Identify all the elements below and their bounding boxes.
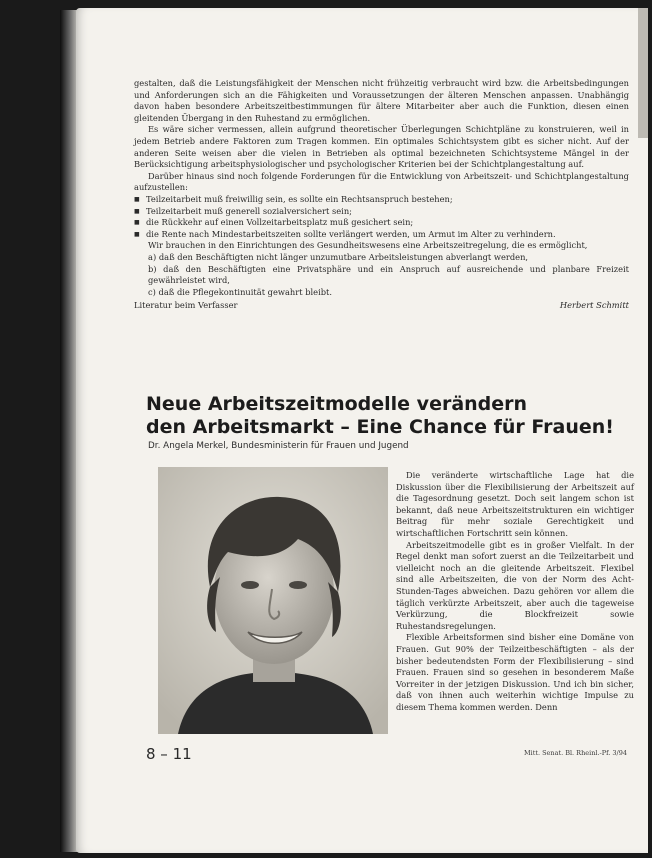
- page-number: 8 – 11: [146, 745, 192, 763]
- paragraph: Flexible Arbeitsformen sind bisher eine Domäne von Frauen. Gut 90% der Teilzeitbeschäftigten – als der bisher bedeutendsten Form der Flexibilisierung – sind Frauen. Frauen sind so gesehen in besonderem Maße Vorreiter in der jetzigen Diskussion. Und ich bin sicher, daß von ihnen auch weiterhin wichtige Impulse zu diesem Thema kommen werden. Denn: [396, 632, 634, 712]
- sub-item: b) daß den Beschäftigten eine Privatsphäre und ein Anspruch auf ausreichende und planbare Freizeit gewährleistet wird,: [148, 263, 629, 286]
- paragraph: Darüber hinaus sind noch folgende Forderungen für die Entwicklung von Arbeitszeit- und Schichtplangestaltung aufzustellen:: [134, 170, 629, 193]
- list-item: ■ die Rückkehr auf einen Vollzeitarbeitsplatz muß gesichert sein;: [134, 217, 629, 229]
- byline: Dr. Angela Merkel, Bundesministerin für Frauen und Jugend: [148, 441, 409, 451]
- paragraph: gestalten, daß die Leistungsfähigkeit der Menschen nicht frühzeitig verbraucht wird bzw. die Arbeitsbedingungen und Anforderungen sich an die Fähigkeiten und Voraussetzungen der älteren Menschen anpassen. Unabhängig davon haben besondere Arbeitszeitbestimmungen für ältere Mitarbeiter aber auch die Funktion, diesen einen gleitenden Übergang in den Ruhestand zu ermöglichen.: [134, 78, 629, 123]
- signature-row: [134, 300, 629, 312]
- paragraph: Es wäre sicher vermessen, allein aufgrund theoretischer Überlegungen Schichtpläne zu konstruieren, weil in jedem Betrieb andere Faktoren zum Tragen kommen. Ein optimales Schichtsystem gibt es sicher nicht. Auf der anderen Seite weisen aber die vielen in Betrieben als optimal bezeichneten Schichtsysteme Mängel in der Berücksichtigung arbeitsphysiologischer und psychologischer Kriterien bei der Schichtplangestaltung auf.: [134, 124, 629, 170]
- intro-line: Wir brauchen in den Einrichtungen des Gesundheitswesens eine Arbeitszeitregelung, die es ermöglicht,: [148, 240, 588, 251]
- journal-reference: Mitt. Senat. Bl. Rheinl.-Pf. 3/94: [524, 749, 627, 757]
- article-headline: [146, 393, 626, 439]
- page-corner-shadow: [638, 8, 648, 138]
- previous-article-continuation: [134, 78, 629, 312]
- list-item: ■ Teilzeitarbeit muß generell sozialversichert sein;: [134, 206, 629, 218]
- sub-item: a) daß den Beschäftigten nicht länger unzumutbare Arbeitsleistungen abverlangt werden,: [148, 251, 529, 262]
- demands-list: [134, 194, 629, 240]
- paragraph: Arbeitszeitmodelle gibt es in großer Vielfalt. In der Regel denkt man sofort zuerst an die Teilzeitarbeit und vielleicht noch an die gleitende Arbeitszeit. Flexibel sind alle Arbeitszeiten, die von der Norm des Acht-Stunden-Tages abweichen. Dazu gehören vor allem die täglich verkürzte Arbeitszeit, aber auch die tageweise Verkürzung, die Blockfreizeit sowie Ruhestandsregelungen.: [396, 539, 634, 631]
- list-item: ■ die Rente nach Mindestarbeitszeiten sollte verlängert werden, um Armut im Alter zu verhindern.: [134, 229, 629, 241]
- list-item: ■ Teilzeitarbeit muß freiwillig sein, es sollte ein Rechtsanspruch bestehen;: [134, 194, 629, 206]
- paragraph: Die veränderte wirtschaftliche Lage hat die Diskussion über die Flexibilisierung der Arbeitszeit auf die Tagesordnung gesetzt. Doch seit langem schon ist bekannt, daß neue Arbeitszeitstrukturen ein wichtiger Beitrag für mehr soziale Gerechtigkeit und wirtschaftlichen Fortschritt sein können.: [396, 470, 634, 538]
- headline-line: den Arbeitsmarkt – Eine Chance für Frauen!: [146, 416, 614, 438]
- author-signature: Herbert Schmitt: [559, 300, 629, 311]
- headline-line: Neue Arbeitszeitmodelle verändern: [146, 393, 528, 415]
- literature-note: Literatur beim Verfasser: [134, 300, 238, 311]
- article-body: [396, 470, 634, 713]
- portrait-photo: [158, 467, 388, 734]
- regulation-block: [134, 240, 629, 298]
- portrait-photo-graphic: [158, 467, 388, 734]
- sub-item: c) daß die Pflegekontinuität gewahrt bleibt.: [148, 286, 333, 297]
- document-page: [76, 8, 648, 853]
